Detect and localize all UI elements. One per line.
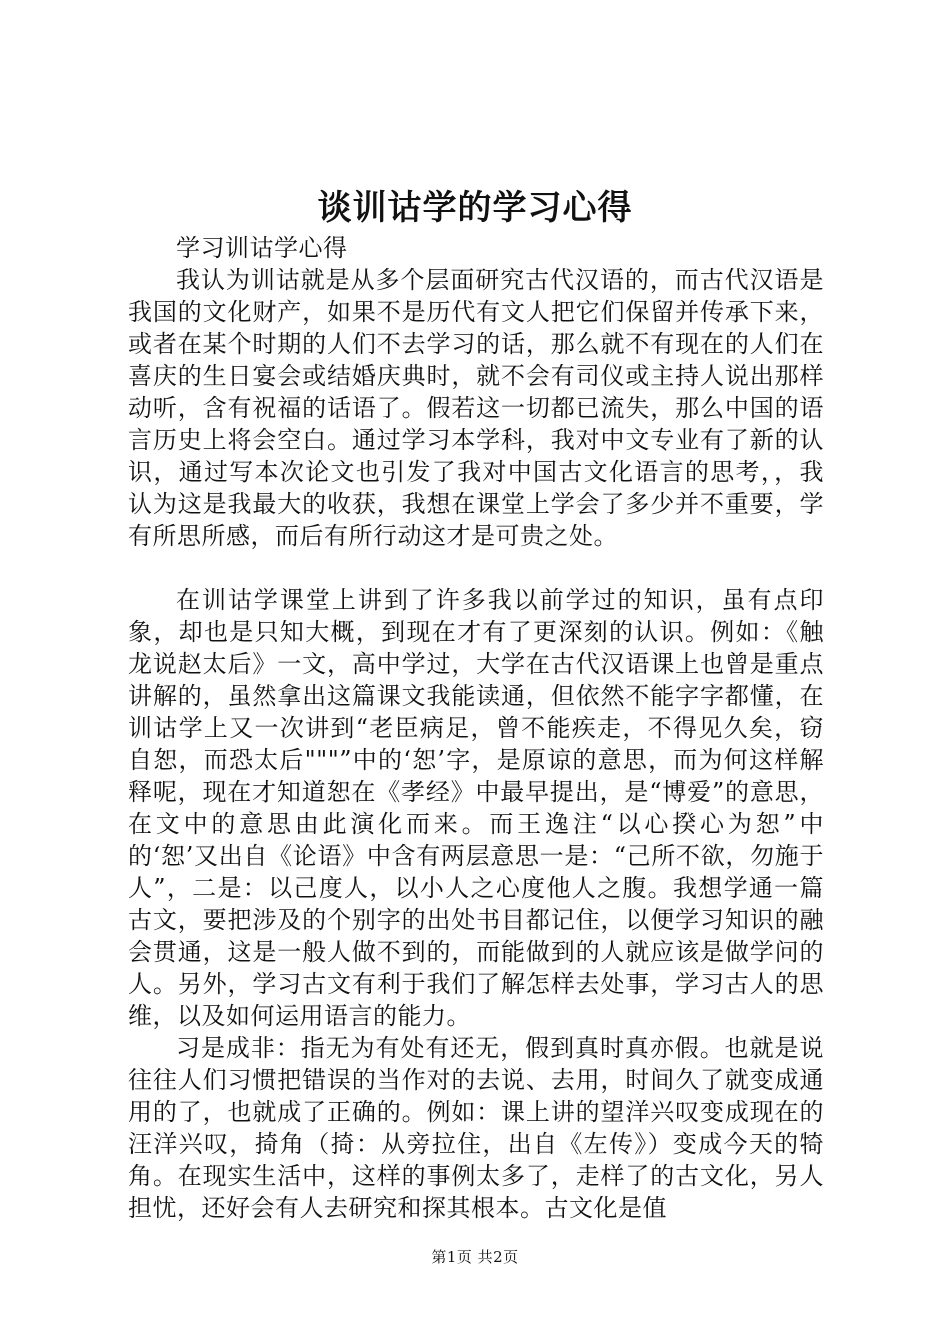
body-paragraph: 在训诂学课堂上讲到了许多我以前学过的知识，虽有点印象，却也是只知大概，到现在才有了更深刻的认识。例如：《触龙说赵太后》一文，高中学过，大学在古代汉语课上也曾是重点讲解的，虽然拿出这篇课文我能读通，但依然不能字字都懂，在训诂学上又一次讲到“老臣病足，曾不能疾走，不得见久矣，窃自恕，而恐太后"""”中的‘恕’字，是原谅的意思，而为何这样解释呢，现在才知道恕在《孝经》中最早提出，是“博爱”的意思，在文中的意思由此演化而来。而王逸注“以心揆心为恕”中的‘恕’又出自《论语》中含有两层意思一是：“己所不欲，勿施于人”，二是：以己度人，以小人之心度他人之腹。我想学通一篇古文，要把涉及的个别字的出处书目都记住，以便学习知识的融会贯通，这是一般人做不到的，而能做到的人就应该是做学问的人。另外，学习古文有利于我们了解怎样去处事，学习古人的思维，以及如何运用语言的能力。 xyxy=(128,586,824,1030)
subtitle-paragraph: 学习训诂学心得 xyxy=(176,234,348,262)
body-paragraph: 我认为训诂就是从多个层面研究古代汉语的，而古代汉语是我国的文化财产，如果不是历代有文人把它们保留并传承下来，或者在某个时期的人们不去学习的话，那么就不有现在的人们在喜庆的生日宴会或结婚庆典时，就不会有司仪或主持人说出那样动听，含有祝福的话语了。假若这一切都已流失，那么中国的语言历史上将会空白。通过学习本学科，我对中文专业有了新的认识，通过写本次论文也引发了我对中国古文化语言的思考，，我认为这是我最大的收获，我想在课堂上学会了多少并不重要，学有所思所感，而后有所行动这才是可贵之处。 xyxy=(128,266,824,550)
page-number-footer: 第1页 共2页 xyxy=(431,1248,519,1266)
body-paragraph: 习是成非：指无为有处有还无，假到真时真亦假。也就是说往往人们习惯把错误的当作对的去说、去用，时间久了就变成通用的了，也就成了正确的。例如：课上讲的望洋兴叹变成现在的汪洋兴叹，掎角（掎：从旁拉住，出自《左传》）变成今天的犄角。在现实生活中，这样的事例太多了，走样了的古文化，另人担忧，还好会有人去研究和探其根本。古文化是值 xyxy=(128,1034,824,1222)
document-body xyxy=(128,232,824,1224)
document-title: 谈训诂学的学习心得 xyxy=(317,188,633,228)
